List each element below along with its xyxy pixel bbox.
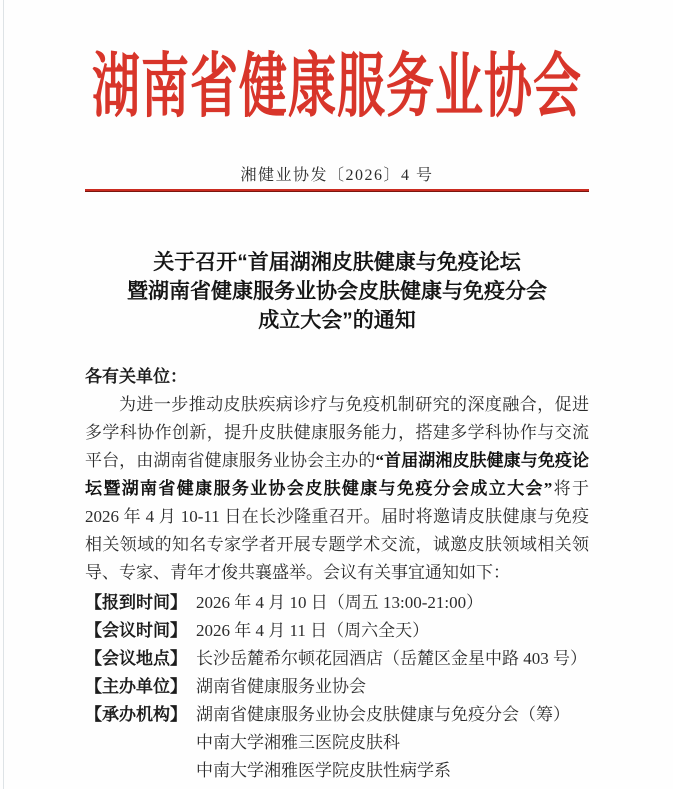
paragraph-segment-bold: “首届湖湘皮肤健康与免疫论坛暨湖南省健康服务业协会皮肤健康与免疫分会成立大会” bbox=[85, 451, 590, 498]
detail-label: 【承办机构】 bbox=[85, 705, 187, 724]
detail-row-checkin-time bbox=[85, 589, 589, 617]
notice-title bbox=[85, 248, 589, 335]
paragraph-segment-pre: 为进一步推动皮肤疾病诊疗与免疫机制研究的深度融合，促进多学科协作创新，提升皮肤健康服务能力，搭建多学科协作与交流平台，由湖南省健康服务业协会主办的 bbox=[85, 395, 589, 470]
organizer-extra-line: 中南大学湘雅医学院皮肤性病学系 bbox=[196, 761, 451, 780]
detail-label: 【主办单位】 bbox=[85, 677, 187, 696]
detail-row-meeting-location bbox=[85, 645, 589, 673]
detail-value: 湖南省健康服务业协会皮肤健康与免疫分会（筹） bbox=[196, 705, 570, 724]
detail-label: 【会议时间】 bbox=[85, 621, 187, 640]
scan-edge-line bbox=[3, 0, 4, 789]
meeting-details bbox=[85, 589, 589, 785]
detail-value: 2026 年 4 月 11 日（周六全天） bbox=[196, 621, 430, 640]
detail-label: 【报到时间】 bbox=[85, 593, 187, 612]
detail-value: 湖南省健康服务业协会 bbox=[196, 677, 366, 696]
notice-title-line1: 关于召开“首届湖湘皮肤健康与免疫论坛 bbox=[153, 251, 521, 274]
salutation: 各有关单位： bbox=[85, 367, 187, 386]
main-paragraph bbox=[85, 391, 589, 587]
detail-value: 长沙岳麓希尔顿花园酒店（岳麓区金星中路 403 号） bbox=[196, 649, 587, 668]
org-title: 湖南省健康服务业协会 bbox=[91, 48, 582, 126]
detail-row-host-unit bbox=[85, 673, 589, 701]
detail-value: 2026 年 4 月 10 日（周五 13:00-21:00） bbox=[196, 593, 484, 612]
letterhead bbox=[85, 30, 589, 130]
red-divider-line bbox=[85, 189, 589, 192]
detail-row-meeting-time bbox=[85, 617, 589, 645]
detail-label: 【会议地点】 bbox=[85, 649, 187, 668]
notice-title-line2: 暨湖南省健康服务业协会皮肤健康与免疫分会 bbox=[127, 280, 547, 303]
paragraph-segment-post: 将于 2026 年 4 月 10-11 日在长沙隆重召开。届时将邀请皮肤健康与免疫相关领域的知名专家学者开展专题学术交流，诚邀皮肤领域相关领导、专家、青年才俊共襄盛举。会议有关事宜通知如下： bbox=[85, 479, 590, 582]
detail-row-organizer bbox=[85, 701, 589, 729]
doc-number: 湘健业协发〔2026〕4 号 bbox=[240, 167, 434, 184]
notice-title-line3: 成立大会”的通知 bbox=[258, 309, 416, 332]
organizer-extra-line: 中南大学湘雅三医院皮肤科 bbox=[196, 733, 400, 752]
